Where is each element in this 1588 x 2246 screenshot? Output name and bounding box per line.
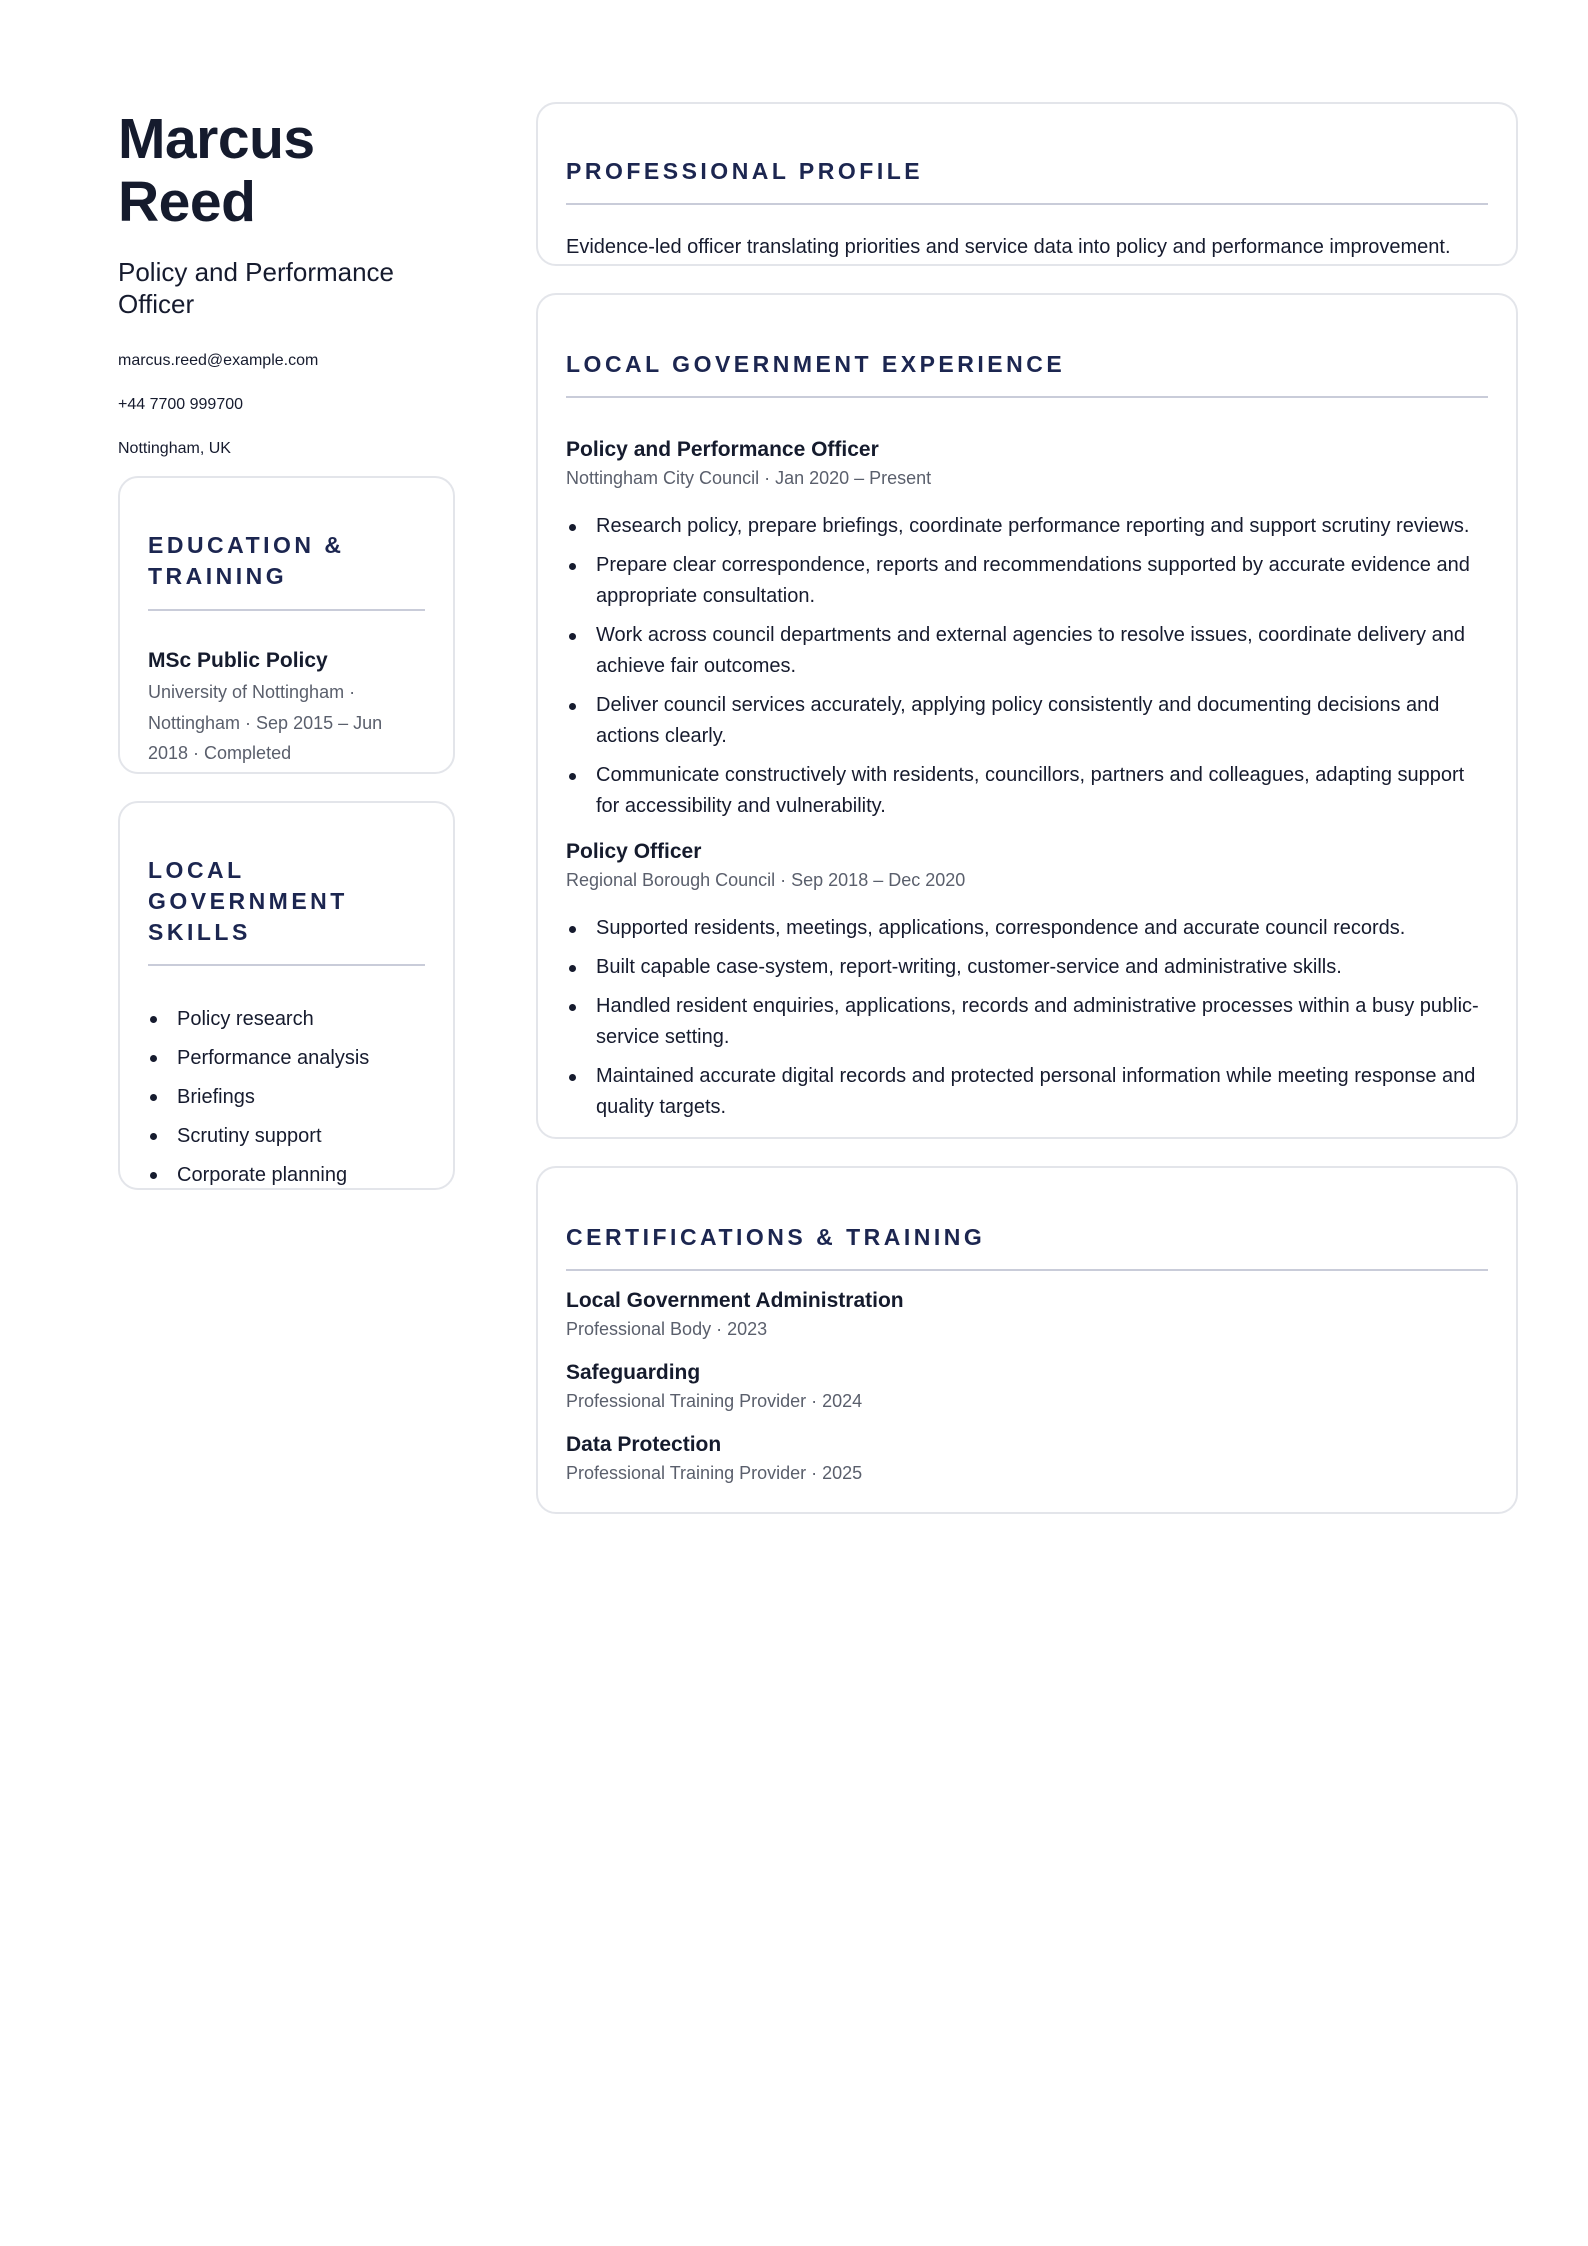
- degree-title: MSc Public Policy: [148, 649, 328, 673]
- profile-card: [536, 102, 1518, 266]
- cert-name: Local Government Administration: [566, 1289, 904, 1313]
- education-heading: EDUCATION & TRAINING: [148, 532, 345, 590]
- sidebar: [118, 96, 454, 458]
- job-meta: Regional Borough Council · Sep 2018 – Dec 2020: [566, 870, 966, 891]
- profile-summary: Evidence-led officer translating priorities and service data into policy and performance improvement.: [566, 236, 1451, 259]
- cert-entry: [566, 1361, 1488, 1412]
- job-bullet: Maintained accurate digital records and protected personal information while meeting response and quality targets.: [566, 1061, 1488, 1123]
- skill-item: Policy research: [148, 1000, 425, 1039]
- certifications-heading: CERTIFICATIONS & TRAINING: [566, 1224, 986, 1250]
- profile-divider: [566, 203, 1488, 205]
- job-bullet: Supported residents, meetings, applications, correspondence and accurate council records.: [566, 913, 1488, 944]
- job-bullet: Prepare clear correspondence, reports and recommendations supported by accurate evidence and appropriate consultation.: [566, 550, 1488, 612]
- job-bullet: Communicate constructively with residents, councillors, partners and colleagues, adapting support for accessibility and vulnerability.: [566, 760, 1488, 822]
- contact-phone[interactable]: +44 7700 999700: [118, 395, 244, 413]
- experience-card: [536, 293, 1518, 1139]
- job-bullet: Research policy, prepare briefings, coordinate performance reporting and support scrutiny reviews.: [566, 511, 1488, 542]
- candidate-name: Marcus Reed: [118, 107, 315, 234]
- skill-item: Corporate planning: [148, 1156, 425, 1195]
- skills-card: [118, 801, 455, 1190]
- job-bullet: Handled resident enquiries, applications, records and administrative processes within a busy public-service setting.: [566, 991, 1488, 1053]
- certifications-card: [536, 1166, 1518, 1514]
- job-title: Policy Officer: [566, 840, 702, 864]
- experience-divider: [566, 396, 1488, 398]
- job-entry: [566, 840, 1488, 1123]
- contact-email[interactable]: marcus.reed@example.com: [118, 351, 319, 369]
- job-bullet: Built capable case-system, report-writing, customer-service and administrative skills.: [566, 952, 1488, 983]
- job-bullets: [566, 511, 1488, 822]
- job-entry: [566, 438, 1488, 822]
- cert-name: Data Protection: [566, 1433, 722, 1457]
- cert-entry: [566, 1433, 1488, 1484]
- skills-list: [148, 1000, 425, 1195]
- job-meta: Nottingham City Council · Jan 2020 – Present: [566, 468, 932, 489]
- education-divider: [148, 609, 425, 611]
- experience-heading: LOCAL GOVERNMENT EXPERIENCE: [566, 351, 1066, 377]
- education-card: [118, 476, 455, 774]
- candidate-role: Policy and Performance Officer: [118, 257, 395, 319]
- contact-location: Nottingham, UK: [118, 439, 231, 457]
- certifications-divider: [566, 1269, 1488, 1271]
- skill-item: Performance analysis: [148, 1039, 425, 1078]
- cert-name: Safeguarding: [566, 1361, 701, 1385]
- cert-meta: Professional Training Provider · 2025: [566, 1463, 863, 1484]
- skill-item: Scrutiny support: [148, 1117, 425, 1156]
- job-title: Policy and Performance Officer: [566, 438, 879, 462]
- job-bullet: Deliver council services accurately, applying policy consistently and documenting decisions and actions clearly.: [566, 690, 1488, 752]
- job-bullet: Work across council departments and external agencies to resolve issues, coordinate delivery and achieve fair outcomes.: [566, 620, 1488, 682]
- cert-meta: Professional Body · 2023: [566, 1319, 768, 1340]
- skills-divider: [148, 964, 425, 966]
- cert-meta: Professional Training Provider · 2024: [566, 1391, 863, 1412]
- cert-entry: [566, 1289, 1488, 1340]
- profile-heading: PROFESSIONAL PROFILE: [566, 158, 924, 184]
- skills-heading: LOCAL GOVERNMENT SKILLS: [148, 857, 348, 946]
- job-bullets: [566, 913, 1488, 1123]
- skill-item: Briefings: [148, 1078, 425, 1117]
- degree-meta: University of Nottingham · Nottingham · Sep 2015 – Jun 2018 · Completed: [148, 682, 383, 764]
